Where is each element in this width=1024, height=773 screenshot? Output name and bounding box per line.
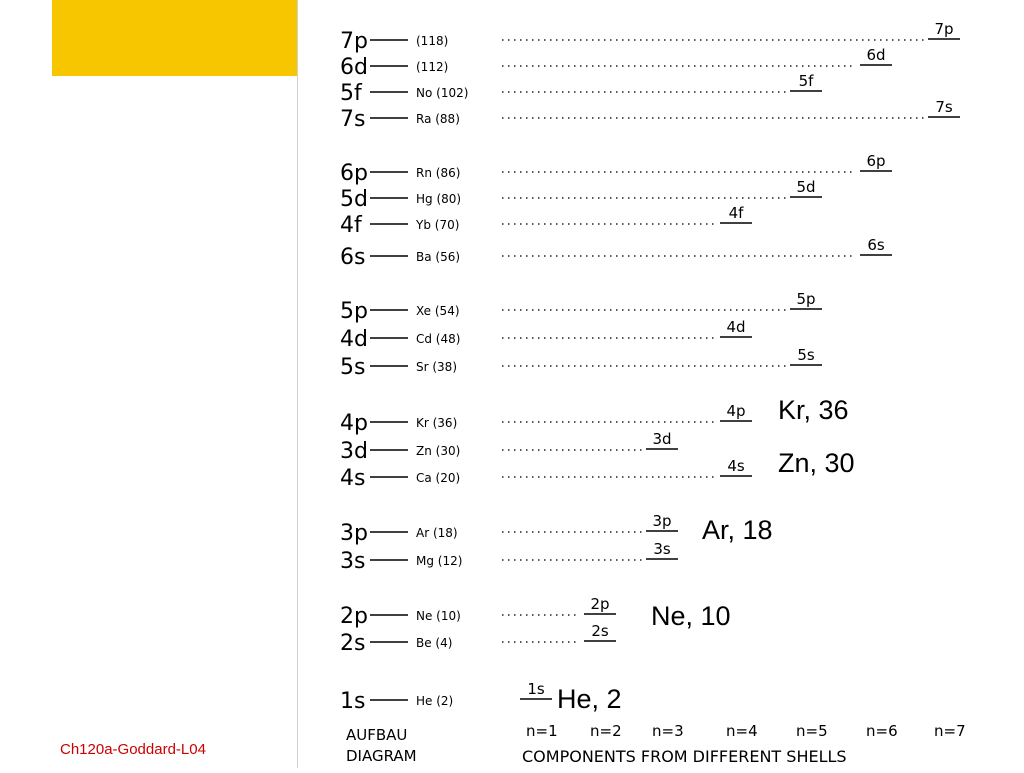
annotation-kr: Kr, 36	[778, 395, 849, 425]
footer-label: Ch120a-Goddard-L04	[60, 741, 206, 758]
component-label-7s: 7s	[935, 98, 953, 116]
element-label-3p: Ar (18)	[416, 526, 458, 540]
component-label-4p: 4p	[726, 402, 746, 420]
element-label-1s: He (2)	[416, 694, 454, 708]
element-label-5f: No (102)	[416, 86, 469, 100]
orbital-label-5s: 5s	[340, 355, 366, 380]
shell-header-1: n=1	[526, 722, 558, 740]
element-label-4p: Kr (36)	[416, 416, 458, 430]
orbital-label-4d: 4d	[340, 327, 368, 352]
component-label-5f: 5f	[798, 72, 814, 90]
shell-header-6: n=6	[866, 722, 898, 740]
orbital-label-7s: 7s	[340, 107, 366, 132]
annotation-ne: Ne, 10	[651, 601, 731, 631]
caption-line-1: AUFBAU	[346, 726, 408, 744]
component-label-1s: 1s	[527, 680, 545, 698]
shell-header-7: n=7	[934, 722, 966, 740]
divider-line	[297, 0, 298, 768]
shell-header-3: n=3	[652, 722, 684, 740]
orbital-label-4f: 4f	[340, 213, 362, 238]
orbital-label-2s: 2s	[340, 631, 366, 656]
orbital-label-2p: 2p	[340, 604, 368, 629]
aufbau-diagram	[300, 0, 1000, 773]
component-label-7p: 7p	[934, 20, 954, 38]
element-label-6d: (112)	[416, 60, 449, 74]
component-label-2p: 2p	[590, 595, 610, 613]
orbital-label-1s: 1s	[340, 689, 366, 714]
element-label-7p: (118)	[416, 34, 449, 48]
element-label-3d: Zn (30)	[416, 444, 461, 458]
element-label-5s: Sr (38)	[416, 360, 457, 374]
component-label-3p: 3p	[652, 512, 672, 530]
orbital-label-6p: 6p	[340, 161, 368, 186]
annotation-he: He, 2	[557, 684, 622, 714]
orbital-label-4s: 4s	[340, 466, 366, 491]
shell-header-4: n=4	[726, 722, 758, 740]
element-label-7s: Ra (88)	[416, 112, 460, 126]
orbital-label-3p: 3p	[340, 521, 368, 546]
element-label-4s: Ca (20)	[416, 471, 461, 485]
orbital-label-7p: 7p	[340, 29, 368, 54]
component-label-6s: 6s	[867, 236, 885, 254]
component-label-3d: 3d	[652, 430, 672, 448]
shell-header-2: n=2	[590, 722, 622, 740]
component-label-4s: 4s	[727, 457, 745, 475]
orbital-label-5f: 5f	[340, 81, 362, 106]
orbital-label-5p: 5p	[340, 299, 368, 324]
annotation-zn: Zn, 30	[778, 448, 855, 478]
component-label-5p: 5p	[796, 290, 816, 308]
component-label-4d: 4d	[726, 318, 746, 336]
yellow-accent-block	[52, 0, 298, 76]
element-label-5p: Xe (54)	[416, 304, 460, 318]
orbital-label-3s: 3s	[340, 549, 366, 574]
orbital-label-6d: 6d	[340, 55, 368, 80]
component-label-6d: 6d	[866, 46, 886, 64]
component-label-4f: 4f	[728, 204, 744, 222]
shell-header-5: n=5	[796, 722, 828, 740]
orbital-label-3d: 3d	[340, 439, 368, 464]
annotation-ar: Ar, 18	[702, 515, 773, 545]
element-label-3s: Mg (12)	[416, 554, 463, 568]
caption-line-2: DIAGRAM	[346, 747, 417, 765]
element-label-6s: Ba (56)	[416, 250, 461, 264]
element-label-4f: Yb (70)	[416, 218, 460, 232]
orbital-label-4p: 4p	[340, 411, 368, 436]
component-label-2s: 2s	[591, 622, 609, 640]
element-label-5d: Hg (80)	[416, 192, 462, 206]
component-label-5d: 5d	[796, 178, 816, 196]
aufbau-diagram-svg	[300, 0, 1000, 768]
element-label-4d: Cd (48)	[416, 332, 461, 346]
orbital-label-6s: 6s	[340, 245, 366, 270]
component-label-5s: 5s	[797, 346, 815, 364]
components-title: COMPONENTS FROM DIFFERENT SHELLS	[522, 747, 847, 766]
element-label-2s: Be (4)	[416, 636, 453, 650]
component-label-6p: 6p	[866, 152, 886, 170]
component-label-3s: 3s	[653, 540, 671, 558]
orbital-label-5d: 5d	[340, 187, 368, 212]
element-label-2p: Ne (10)	[416, 609, 461, 623]
element-label-6p: Rn (86)	[416, 166, 461, 180]
